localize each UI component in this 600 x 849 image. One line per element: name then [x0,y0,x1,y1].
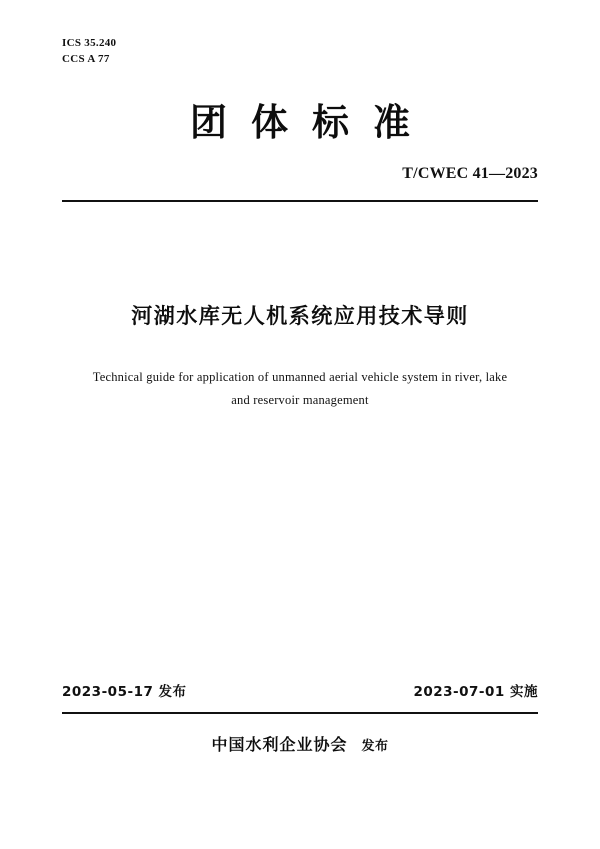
title-english [90,366,510,412]
classification-codes [62,36,116,68]
ccs-code: CCS A 77 [62,52,110,65]
title-english-line2: lake and reservoir management [231,370,508,408]
standard-number: T/CWEC 41—2023 [402,165,538,182]
effective-date: 2023-07-01 实施 [413,684,538,700]
issue-date: 2023-05-17 发布 [62,684,187,700]
ics-code: ICS 35.240 [62,37,117,49]
publisher [0,732,600,755]
publisher-name: 中国水利企业协会 [211,735,348,754]
divider-top [62,200,538,202]
document-type-heading: 团体标准 [190,101,434,144]
publisher-action: 发布 [361,739,389,754]
divider-bottom [62,712,538,714]
title-english-line1: Technical guide for application of unmanned aerial vehicle system in river, [92,370,483,384]
title-chinese: 河湖水库无人机系统应用技术导则 [131,304,469,328]
